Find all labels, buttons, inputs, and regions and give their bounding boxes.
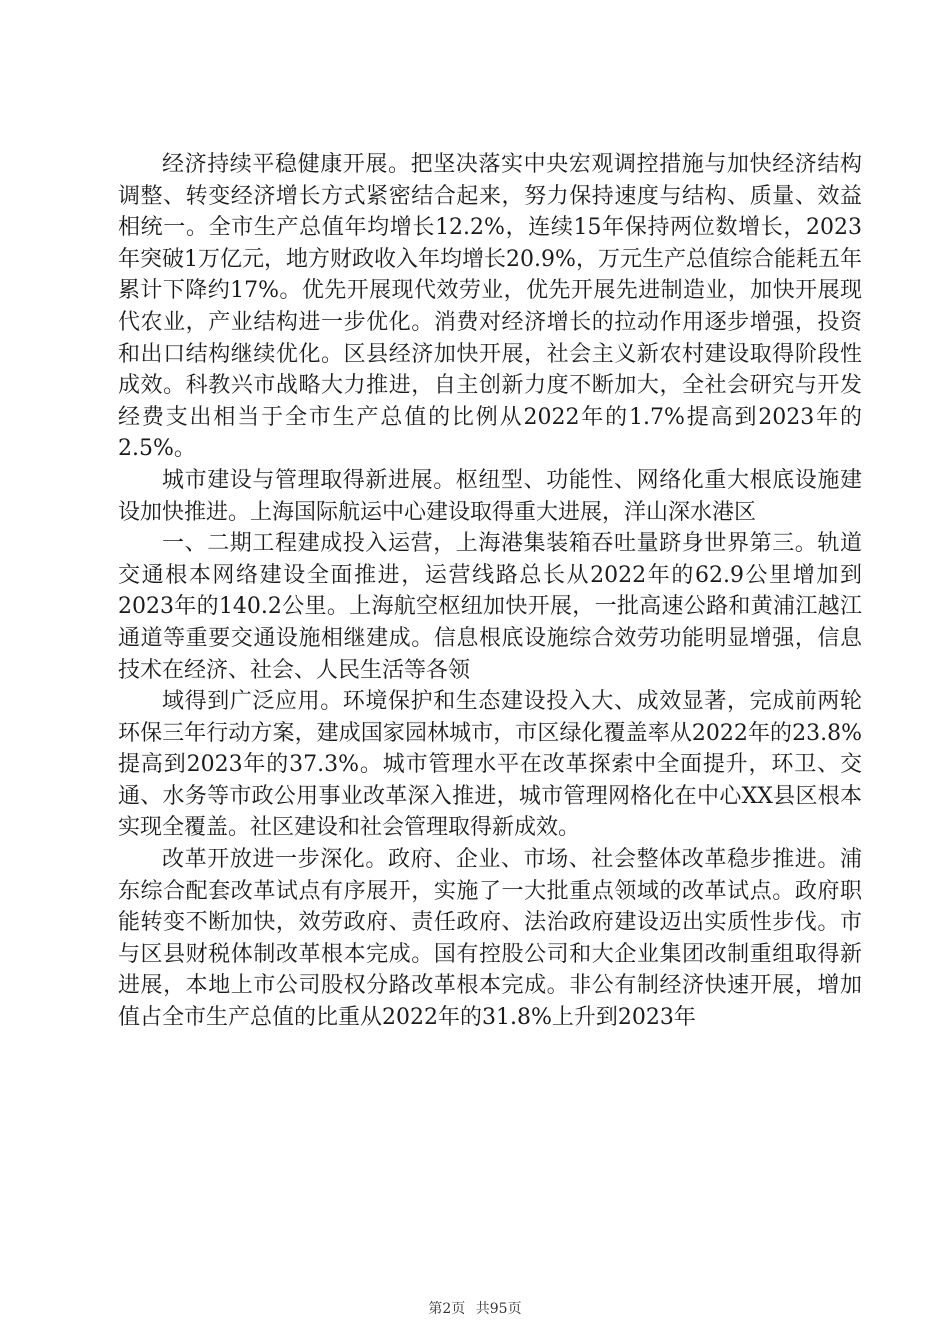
paragraph-environment: 域得到广泛应用。环境保护和生态建设投入大、成效显著，完成前两轮环保三年行动方案，建成国家园林城市，市区绿化覆盖率从2022年的23.8%提高到2023年的37.3%。城市管理水平在改革探索中全面提升，环卫、交通、水务等市政公用事业改革深入推进，城市管理网格化在中心XX县区根本实现全覆盖。社区建设和社会管理取得新成效。 (118, 689, 862, 841)
page-total: 共95页 (475, 1301, 522, 1317)
paragraph-reform: 改革开放进一步深化。政府、企业、市场、社会整体改革稳步推进。浦东综合配套改革试点有序展开，实施了一大批重点领域的改革试点。政府职能转变不断加快，效劳政府、责任政府、法治政府建设迈出实质性步伐。市与区县财税体制改革根本完成。国有控股公司和大企业集团改制重组取得新进展，本地上市公司股权分路改革根本完成。非公有制经济快速开展，增加值占全市生产总值的比重从2022年的31.8%上升到2023年 (118, 847, 862, 1031)
paragraph-economy: 经济持续平稳健康开展。把坚决落实中央宏观调控措施与加快经济结构调整、转变经济增长方式紧密结合起来，努力保持速度与结构、质量、效益相统一。全市生产总值年均增长12.2%，连续15年保持两位数增长，2023年突破1万亿元，地方财政收入年均增长20.9%，万元生产总值综合能耗五年累计下降约17%。优先开展现代效劳业，优先开展先进制造业，加快开展现代农业，产业结构进一步优化。消费对经济增长的拉动作用逐步增强，投资和出口结构继续优化。区县经济加快开展，社会主义新农村建设取得阶段性成效。科教兴市战略大力推进，自主创新力度不断加大，全社会研究与开发经费支出相当于全市生产总值的比例从2022年的1.7%提高到2023年的2.5%。 (118, 152, 862, 462)
page-number: 第2页 (428, 1301, 466, 1317)
paragraph-urban-construction: 城市建设与管理取得新进展。枢纽型、功能性、网络化重大根底设施建设加快推进。上海国际航运中心建设取得重大进展，洋山深水港区 (118, 467, 862, 525)
paragraph-port-transport: 一、二期工程建成投入运营，上海港集装箱吞吐量跻身世界第三。轨道交通根本网络建设全面推进，运营线路总长从2022年的62.9公里增加到2023年的140.2公里。上海航空枢纽加快开展，一批高速公路和黄浦江越江通道等重要交通设施相继建成。信息根底设施综合效劳功能明显增强，信息技术在经济、社会、人民生活等各领 (118, 531, 862, 683)
document-body (118, 149, 862, 1034)
page-footer (0, 1298, 950, 1318)
